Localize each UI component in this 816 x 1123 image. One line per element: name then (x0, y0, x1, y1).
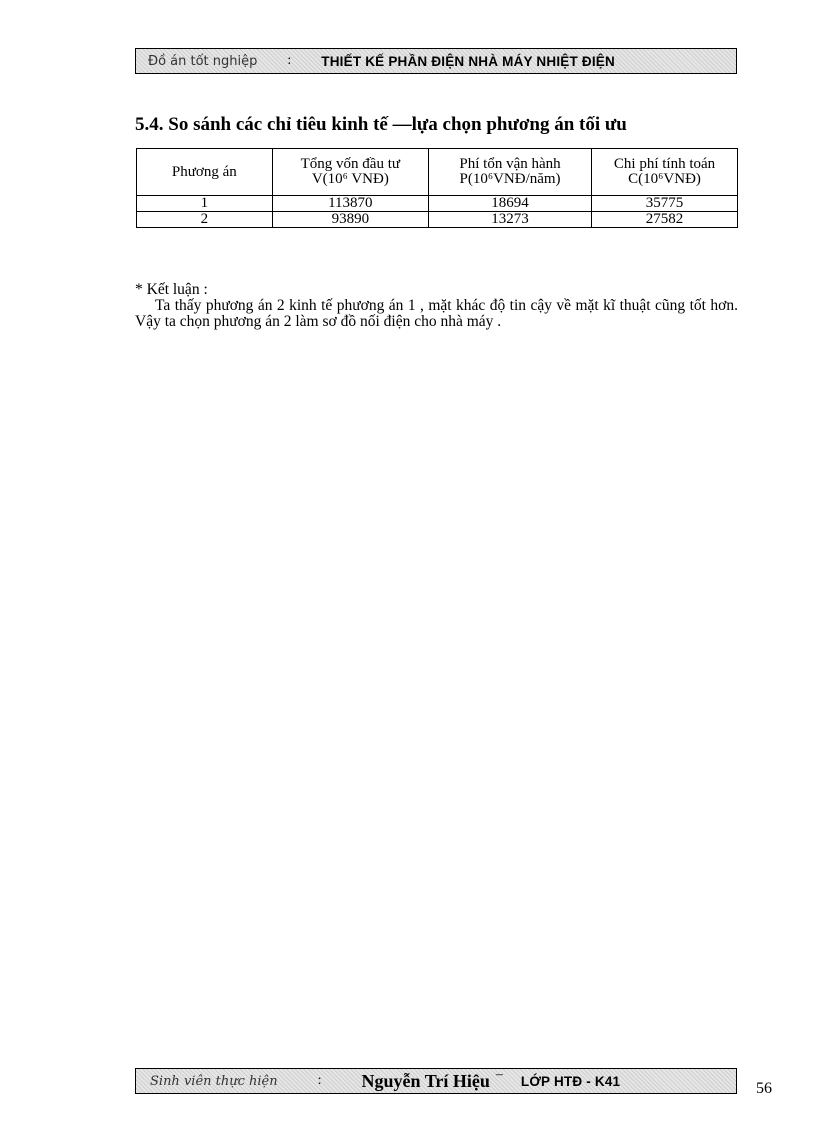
section-title: 5.4. So sánh các chỉ tiêu kinh tế —lựa chọn phương án tối ưu (135, 114, 627, 135)
class-label: LỚP HTĐ - K41 (520, 1073, 621, 1089)
table-cell: 18694 (429, 196, 592, 212)
header-cell-total-cost (592, 149, 738, 196)
conclusion-block (135, 282, 738, 330)
footer-label: Sinh viên thực hiện (150, 1073, 278, 1089)
table-row (137, 196, 738, 212)
header-label: Đồ án tốt nghiệp (148, 53, 258, 69)
header-cell-line: Chi phí tính toán (613, 156, 716, 172)
comparison-table (136, 148, 738, 228)
conclusion-body: Ta thấy phương án 2 kinh tế phương án 1 , mặt khác độ tin cậy về mặt kĩ thuật cũng tốt hơn. Vậy ta chọn phương án 2 làm sơ đồ nối điện cho nhà máy . (135, 297, 738, 330)
student-name: Nguyễn Trí Hiệu (361, 1070, 490, 1091)
header-separator: : (287, 53, 292, 68)
header-cell-operating-cost (429, 149, 592, 196)
header-cell-unit: C(10⁶VNĐ) (628, 171, 701, 187)
table-cell: 1 (137, 196, 273, 212)
footer-separator: : (317, 1073, 322, 1088)
document-header (135, 48, 737, 74)
conclusion-heading: * Kết luận : (135, 281, 208, 298)
header-cell-investment (272, 149, 428, 196)
table-cell: 113870 (272, 196, 428, 212)
table-header-row (137, 149, 738, 196)
header-cell-line: Phương án (171, 163, 237, 180)
table-cell: 93890 (272, 212, 428, 228)
page-number: 56 (756, 1080, 772, 1097)
header-cell-unit: P(10⁶VNĐ/năm) (459, 171, 561, 187)
document-footer (135, 1068, 737, 1094)
header-cell-option (137, 149, 273, 196)
table-row (137, 212, 738, 228)
header-cell-line: Phí tổn vận hành (459, 156, 561, 172)
header-cell-unit: V(10⁶ VNĐ) (311, 171, 389, 187)
table-cell: 2 (137, 212, 273, 228)
footer-dash: – (495, 1067, 503, 1082)
header-cell-line: Tổng vốn đầu tư (300, 156, 401, 172)
header-title: THIẾT KẾ PHẦN ĐIỆN NHÀ MÁY NHIỆT ĐIỆN (321, 53, 615, 69)
table-cell: 27582 (592, 212, 738, 228)
table-cell: 13273 (429, 212, 592, 228)
table-cell: 35775 (592, 196, 738, 212)
